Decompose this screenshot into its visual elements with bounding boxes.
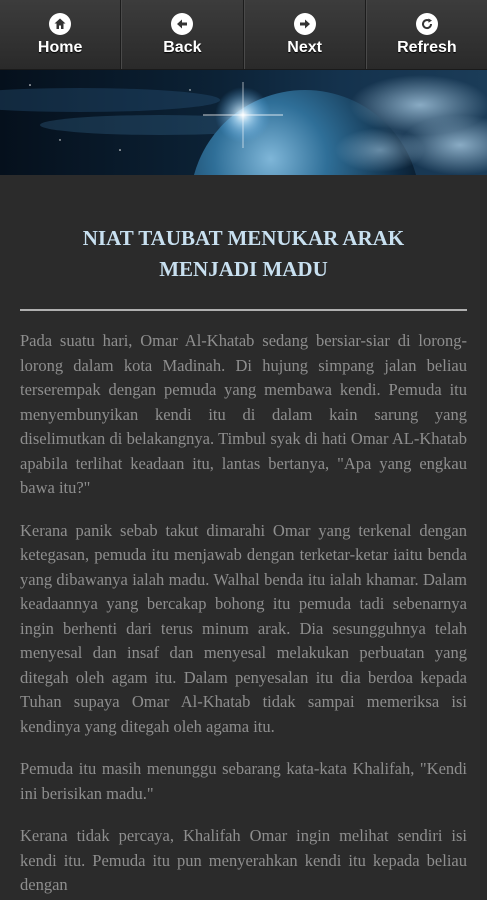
space-earth-banner [0,70,487,175]
next-button[interactable] [244,0,366,69]
home-icon [49,13,71,35]
article-title: NIAT TAUBAT MENUKAR ARAK MENJADI MADU [82,226,405,281]
article-content [0,175,487,898]
top-navbar [0,0,487,70]
home-label: Home [37,38,83,56]
back-label: Back [163,38,202,56]
arrow-left-icon [171,13,193,35]
back-button[interactable] [121,0,243,69]
title-divider [20,309,467,311]
refresh-label: Refresh [397,38,457,56]
arrow-right-icon [294,13,316,35]
article-paragraph: Pemuda itu masih menunggu sebarang kata-kata Khalifah, "Kendi ini berisikan madu." [20,759,467,803]
home-button[interactable] [0,0,121,69]
article-paragraph: Kerana panik sebab takut dimarahi Omar yang terkenal dengan ketegasan, pemuda itu menjawab dengan terketar-ketar iaitu benda yang dibawanya ialah madu. Walhal benda itu ialah khamar. Dalam keadaannya yang bercakap bohong itu pemuda tadi sebenarnya ingin berhenti dari terus minum arak. Dia sesungguhnya telah menyesal dan insaf dan menyesal melakukan perbuatan yang ditegah oleh agam itu. Dalam penyesalan itu dia berdoa kepada Tuhan supaya Omar Al-Khatab tidak sampai memeriksa isi kendinya yang ditegah oleh agama itu. [20,520,467,736]
article-paragraph: Pada suatu hari, Omar Al-Khatab sedang bersiar-siar di lorong-lorong dalam kota Madinah. Di hujung simpang jalan beliau terserempak dengan pemuda yang membawa kendi. Pemuda itu menyembunyikan kendi itu di dalam kain sarung yang diselimutkan di belakangnya. Timbul syak di hati Omar AL-Khatab apabila terlihat keadaan itu, lantas bertanya, "Apa yang engkau bawa itu?" [20,331,467,497]
next-label: Next [287,38,322,56]
refresh-icon [416,13,438,35]
refresh-button[interactable] [366,0,487,69]
article-paragraph: Kerana tidak percaya, Khalifah Omar ingin melihat sendiri isi kendi itu. Pemuda itu pun menyerahkan kendi itu kepada beliau dengan [20,826,467,894]
